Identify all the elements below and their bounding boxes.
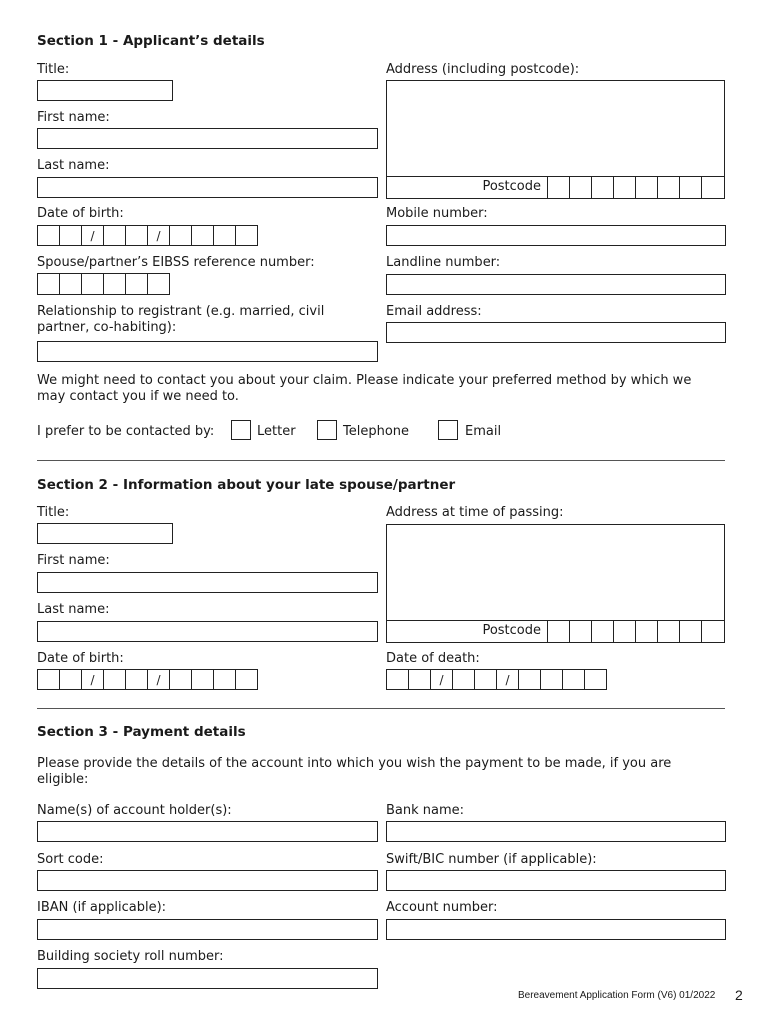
date-cell[interactable] [387,670,409,689]
s3-iban-label: IBAN (if applicable): [37,900,167,915]
s2-title-label: Title: [37,505,70,520]
section2-heading: Section 2 - Information about your late spouse/partner [37,477,456,493]
date-cell[interactable] [563,670,585,689]
s1-contact-intro-line1: We might need to contact you about your claim. Please indicate your preferred method by which we [37,373,692,388]
s2-address-label: Address at time of passing: [386,505,564,520]
date-cell[interactable] [126,670,148,689]
email-option-label: Email [465,424,502,439]
s3-swift-field[interactable] [386,870,726,891]
date-cell[interactable] [214,670,236,689]
ref-cell[interactable] [82,274,104,294]
postcode-cell[interactable] [592,621,614,642]
date-cell[interactable] [497,670,519,689]
s2-last-name-field[interactable] [37,621,378,642]
date-cell[interactable] [82,670,104,689]
ref-cell[interactable] [104,274,126,294]
s1-mobile-label: Mobile number: [386,206,488,221]
date-cell[interactable] [192,226,214,245]
date-cell[interactable] [236,226,258,245]
s3-sort-code-label: Sort code: [37,852,104,867]
s2-first-name-field[interactable] [37,572,378,593]
date-cell[interactable] [214,226,236,245]
s1-last-name-field[interactable] [37,177,378,198]
date-cell[interactable] [104,226,126,245]
s1-first-name-label: First name: [37,110,110,125]
s3-intro-line2: eligible: [37,772,89,787]
ref-cell[interactable] [148,274,170,294]
section1-heading: Section 1 - Applicant’s details [37,33,265,49]
s3-sort-code-field[interactable] [37,870,378,891]
postcode-cell[interactable] [636,177,658,198]
s2-dod-label: Date of death: [386,651,480,666]
date-cell[interactable] [236,670,258,689]
postcode-cell[interactable] [658,621,680,642]
s1-dob-field[interactable] [37,225,258,246]
date-separator: / [90,672,95,687]
s1-postcode-label: Postcode [387,177,548,198]
s1-email-label: Email address: [386,304,482,319]
s3-intro-line1: Please provide the details of the account into which you wish the payment to be made, if you are [37,756,672,771]
s1-relationship-label-line1: Relationship to registrant (e.g. married, civil [37,304,325,319]
s2-dod-field[interactable] [386,669,607,690]
date-cell[interactable] [38,226,60,245]
s1-first-name-field[interactable] [37,128,378,149]
s3-roll-number-label: Building society roll number: [37,949,224,964]
s1-email-field[interactable] [386,322,726,343]
postcode-cell[interactable] [702,177,724,198]
date-cell[interactable] [60,226,82,245]
date-separator: / [439,672,444,687]
s3-roll-number-field[interactable] [37,968,378,989]
date-cell[interactable] [148,226,170,245]
s1-dob-label: Date of birth: [37,206,124,221]
s1-last-name-label: Last name: [37,158,110,173]
postcode-cell[interactable] [548,621,570,642]
s3-swift-label: Swift/BIC number (if applicable): [386,852,597,867]
date-cell[interactable] [82,226,104,245]
s3-bank-name-label: Bank name: [386,803,465,818]
page-number: 2 [735,987,743,1003]
date-cell[interactable] [475,670,497,689]
postcode-cell[interactable] [592,177,614,198]
postcode-cell[interactable] [680,621,702,642]
section-divider [37,708,725,709]
date-cell[interactable] [541,670,563,689]
s1-eibss-field[interactable] [37,273,170,295]
date-cell[interactable] [431,670,453,689]
s3-account-holder-label: Name(s) of account holder(s): [37,803,232,818]
s2-address-field[interactable] [386,524,725,643]
s1-landline-field[interactable] [386,274,726,295]
postcode-cell[interactable] [548,177,570,198]
s1-relationship-field[interactable] [37,341,378,362]
s3-account-holder-field[interactable] [37,821,378,842]
section3-heading: Section 3 - Payment details [37,724,246,740]
s2-dob-label: Date of birth: [37,651,124,666]
postcode-cell[interactable] [658,177,680,198]
date-cell[interactable] [104,670,126,689]
date-cell[interactable] [126,226,148,245]
date-cell[interactable] [192,670,214,689]
letter-checkbox[interactable] [231,420,251,440]
s1-eibss-label: Spouse/partner’s EIBSS reference number: [37,255,315,270]
s1-title-field[interactable] [37,80,173,101]
date-cell[interactable] [453,670,475,689]
s2-dob-field[interactable] [37,669,258,690]
postcode-cell[interactable] [614,621,636,642]
date-separator: / [156,228,161,243]
s1-contact-intro-line2: may contact you if we need to. [37,389,239,404]
s2-postcode-label: Postcode [387,621,548,642]
date-separator: / [156,672,161,687]
postcode-cell[interactable] [636,621,658,642]
s1-relationship-label-line2: partner, co-habiting): [37,320,177,335]
postcode-cell[interactable] [680,177,702,198]
telephone-option-label: Telephone [343,424,410,439]
s2-first-name-label: First name: [37,553,110,568]
footer-form-name: Bereavement Application Form (V6) 01/2022 [518,990,716,1001]
s2-title-field[interactable] [37,523,173,544]
date-separator: / [90,228,95,243]
s1-mobile-field[interactable] [386,225,726,246]
s3-account-number-label: Account number: [386,900,498,915]
s3-bank-name-field[interactable] [386,821,726,842]
date-cell[interactable] [60,670,82,689]
ref-cell[interactable] [38,274,60,294]
section-divider [37,460,725,461]
s1-landline-label: Landline number: [386,255,501,270]
s1-title-label: Title: [37,62,70,77]
date-cell[interactable] [585,670,607,689]
telephone-checkbox[interactable] [317,420,337,440]
s3-iban-field[interactable] [37,919,378,940]
date-cell[interactable] [148,670,170,689]
date-cell[interactable] [38,670,60,689]
postcode-cell[interactable] [570,621,592,642]
ref-cell[interactable] [60,274,82,294]
letter-option-label: Letter [257,424,296,439]
date-cell[interactable] [170,226,192,245]
date-cell[interactable] [519,670,541,689]
date-cell[interactable] [170,670,192,689]
s1-postcode-row [387,176,724,198]
postcode-cell[interactable] [614,177,636,198]
ref-cell[interactable] [126,274,148,294]
s1-address-label: Address (including postcode): [386,62,580,77]
postcode-cell[interactable] [570,177,592,198]
date-separator: / [505,672,510,687]
s1-prefer-label: I prefer to be contacted by: [37,424,215,439]
s1-address-field[interactable] [386,80,725,199]
s2-last-name-label: Last name: [37,602,110,617]
postcode-cell[interactable] [702,621,724,642]
s2-postcode-row [387,620,724,642]
email-checkbox[interactable] [438,420,458,440]
s3-account-number-field[interactable] [386,919,726,940]
date-cell[interactable] [409,670,431,689]
